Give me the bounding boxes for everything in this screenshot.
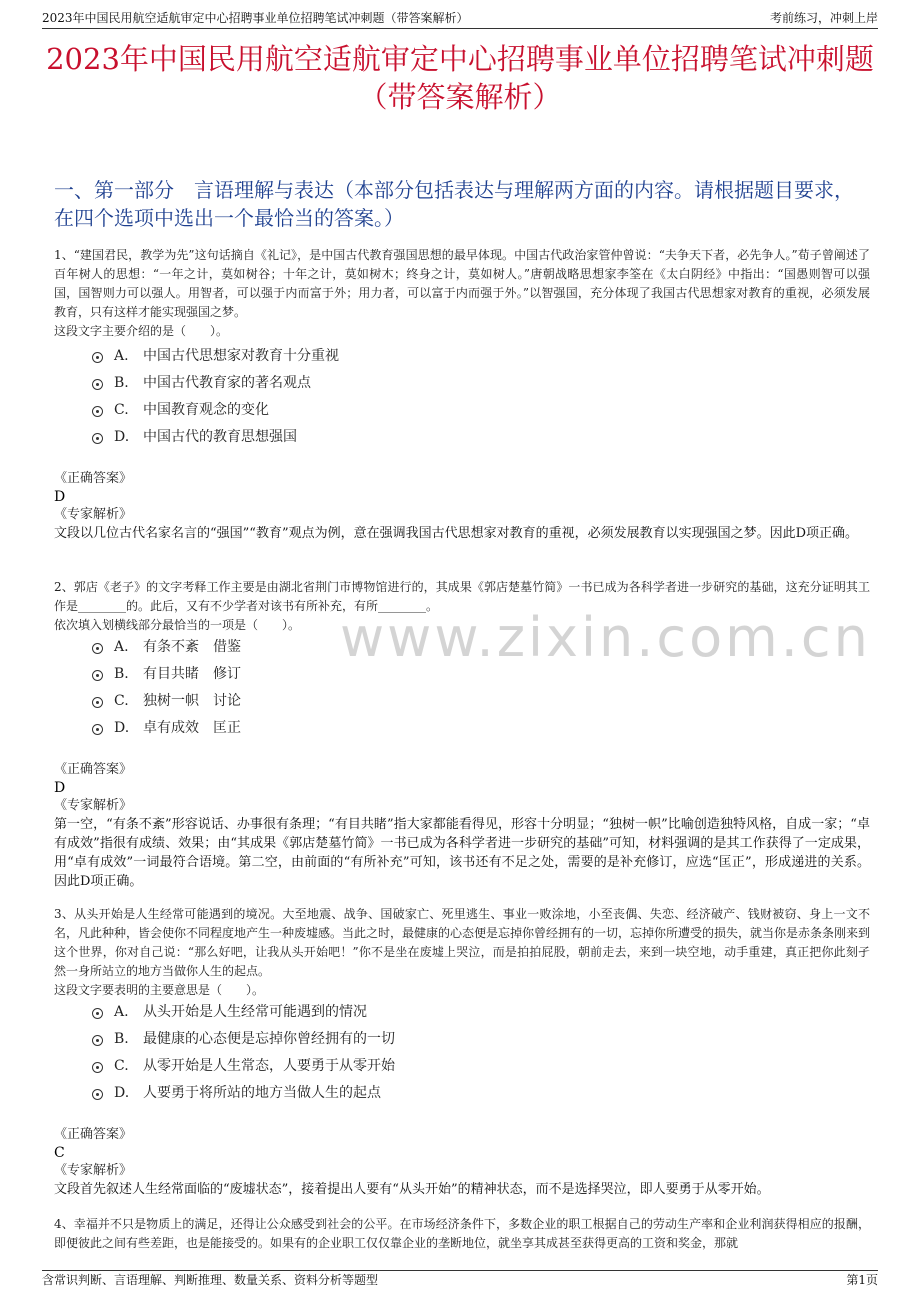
question-1-answer: D: [54, 489, 66, 505]
question-2-option-c[interactable]: [92, 688, 692, 715]
option-text: 中国古代的教育思想强国: [143, 429, 297, 445]
question-3-options: [92, 999, 692, 1107]
footer-topics: 含常识判断、言语理解、判断推理、数量关系、资料分析等题型: [42, 1273, 379, 1287]
question-2-prompt: 依次填入划横线部分最恰当的一项是（ ）。: [54, 618, 301, 632]
question-1-option-d[interactable]: [92, 424, 692, 451]
question-3-option-c[interactable]: [92, 1053, 692, 1080]
page-number: 第1页: [846, 1273, 878, 1287]
question-3-option-d[interactable]: [92, 1080, 692, 1107]
option-text: 中国古代教育家的著名观点: [143, 375, 311, 391]
radio-button-icon[interactable]: [92, 697, 103, 708]
expert-analysis-label: 《专家解析》: [54, 507, 133, 522]
question-2-answer-block: [54, 761, 870, 891]
correct-answer-label: 《正确答案》: [54, 762, 133, 777]
option-letter: C.: [114, 402, 129, 418]
option-letter: B.: [114, 375, 129, 391]
option-letter: D.: [114, 720, 130, 736]
question-1-option-a[interactable]: [92, 343, 692, 370]
option-text: 从零开始是人生常态，人要勇于从零开始: [143, 1058, 395, 1074]
option-text: 从头开始是人生经常可能遇到的情况: [143, 1004, 367, 1020]
option-letter: A.: [114, 348, 129, 364]
question-3-stem: 3、从头开始是人生经常可能遇到的境况。大至地震、战争、国破家亡、死里逃生、事业一败涂地，小至丧偶、失恋、经济破产、钱财被窃、身上一文不名，凡此种种，皆会使你不同程度地产生一种废墟感。当此之时，最健康的心态便是忘掉你曾经拥有的一切，忘掉你所遭受的损失，就当你是赤条条刚来到这个世界，你对自己说：“那么好吧，让我从头开始吧！”你不是坐在废墟上哭泣，而是拍拍屁股，朝前走去，来到一块空地，动手重建，真正把你此刻孑然一身所站立的地方当做你人生的起点。: [54, 907, 871, 978]
header-doc-name: 2023年中国民用航空适航审定中心招聘事业单位招聘笔试冲刺题（带答案解析）: [42, 11, 469, 25]
question-1-option-c[interactable]: [92, 397, 692, 424]
option-text: 中国古代思想家对教育十分重视: [143, 348, 339, 364]
question-2-option-a[interactable]: [92, 634, 692, 661]
question-2-stem-block: [54, 578, 870, 635]
radio-button-icon[interactable]: [92, 379, 103, 390]
option-letter: D.: [114, 1085, 130, 1101]
radio-button-icon[interactable]: [92, 670, 103, 681]
watermark: www.zixin.com.cn: [340, 606, 871, 669]
question-2-option-d[interactable]: [92, 715, 692, 742]
section-heading: 一、第一部分 言语理解与表达（本部分包括表达与理解两方面的内容。请根据题目要求，在四个选项中选出一个最恰当的答案。）: [54, 178, 854, 230]
radio-button-icon[interactable]: [92, 724, 103, 735]
option-letter: B.: [114, 1031, 129, 1047]
radio-button-icon[interactable]: [92, 1035, 103, 1046]
question-1-analysis: 文段以几位古代名家名言的“强国”“教育”观点为例，意在强调我国古代思想家对教育的重视，必须发展教育以实现强国之梦。因此D项正确。: [54, 526, 859, 541]
page-footer: [42, 1270, 878, 1289]
option-text: 人要勇于将所站的地方当做人生的起点: [143, 1085, 381, 1101]
correct-answer-label: 《正确答案》: [54, 1127, 133, 1142]
page-header: [42, 10, 878, 29]
question-3-stem-block: [54, 905, 870, 1000]
question-1-answer-block: [54, 470, 870, 543]
document-title: 2023年中国民用航空适航审定中心招聘事业单位招聘笔试冲刺题（带答案解析）: [46, 42, 874, 114]
option-text: 最健康的心态便是忘掉你曾经拥有的一切: [143, 1031, 395, 1047]
expert-analysis-label: 《专家解析》: [54, 1163, 133, 1178]
question-2-stem: 2、郭店《老子》的文字考释工作主要是由湖北省荆门市博物馆进行的，其成果《郭店楚墓竹简》一书已成为各科学者进一步研究的基础，这充分证明其工作是________的。此后，又有不少学者对该书有所补充，有所________。: [54, 580, 870, 613]
question-3-answer: C: [54, 1145, 65, 1161]
option-text: 中国教育观念的变化: [143, 402, 269, 418]
option-letter: A.: [114, 639, 129, 655]
option-letter: C.: [114, 1058, 129, 1074]
question-1-stem-block: [54, 246, 870, 341]
option-text: 有条不紊 借鉴: [143, 639, 241, 655]
option-letter: D.: [114, 429, 130, 445]
radio-button-icon[interactable]: [92, 433, 103, 444]
radio-button-icon[interactable]: [92, 1062, 103, 1073]
question-1-option-b[interactable]: [92, 370, 692, 397]
question-3-analysis: 文段首先叙述人生经常面临的“废墟状态”，接着提出人要有“从头开始”的精神状态，而不是选择哭泣，即人要勇于从零开始。: [54, 1182, 770, 1197]
question-2-option-b[interactable]: [92, 661, 692, 688]
expert-analysis-label: 《专家解析》: [54, 798, 133, 813]
question-4-stem: 4、幸福并不只是物质上的满足，还得让公众感受到社会的公平。在市场经济条件下，多数企业的职工根据自己的劳动生产率和企业利润获得相应的报酬，即便彼此之间有些差距，也是能接受的。如果有的企业职工仅仅靠企业的垄断地位，就坐享其成甚至获得更高的工资和奖金，那就: [54, 1217, 870, 1250]
question-3-prompt: 这段文字要表明的主要意思是（ ）。: [54, 983, 265, 997]
radio-button-icon[interactable]: [92, 1008, 103, 1019]
option-letter: A.: [114, 1004, 129, 1020]
question-3-answer-block: [54, 1126, 870, 1199]
question-2-options: [92, 634, 692, 742]
option-letter: C.: [114, 693, 129, 709]
radio-button-icon[interactable]: [92, 1089, 103, 1100]
radio-button-icon[interactable]: [92, 643, 103, 654]
question-2-analysis: 第一空，“有条不紊”形容说话、办事很有条理；“有目共睹”指大家都能看得见，形容十分明显；“独树一帜”比喻创造独特风格，自成一家；“卓有成效”指很有成绩、效果；由“其成果《郭店楚墓竹简》一书已成为各科学者进一步研究的基础”可知，材料强调的是其工作获得了一定成果，用“卓有成效”一词最符合语境。第二空，由前面的“有所补充”可知，该书还有不足之处，需要的是补充修订，应选“匡正”，形成递进的关系。因此D项正确。: [54, 817, 870, 889]
option-text: 有目共睹 修订: [143, 666, 241, 682]
question-4-stem-block: [54, 1215, 870, 1253]
question-2-answer: D: [54, 780, 66, 796]
correct-answer-label: 《正确答案》: [54, 471, 133, 486]
question-3-option-b[interactable]: [92, 1026, 692, 1053]
option-text: 独树一帜 讨论: [143, 693, 241, 709]
radio-button-icon[interactable]: [92, 406, 103, 417]
option-letter: B.: [114, 666, 129, 682]
header-tagline: 考前练习，冲刺上岸: [769, 11, 878, 25]
question-1-prompt: 这段文字主要介绍的是（ ）。: [54, 324, 229, 338]
question-3-option-a[interactable]: [92, 999, 692, 1026]
question-1-stem: 1、“建国君民，教学为先”这句话摘自《礼记》，是中国古代教育强国思想的最早体现。中国古代政治家管仲曾说：“夫争天下者，必先争人。”荀子曾阐述了百年树人的思想：“一年之计，莫如树谷；十年之计，莫如树木；终身之计，莫如树人。”唐朝战略思想家李筌在《太白阴经》中指出：“国愚则智可以强国，国智则力可以强人。用智者，可以强于内而富于外；用力者，可以富于内而强于外。”以智强国，充分体现了我国古代思想家对教育的重视，必须发展教育，只有这样才能实现强国之梦。: [54, 248, 870, 319]
question-1-options: [92, 343, 692, 451]
option-text: 卓有成效 匡正: [143, 720, 241, 736]
radio-button-icon[interactable]: [92, 352, 103, 363]
